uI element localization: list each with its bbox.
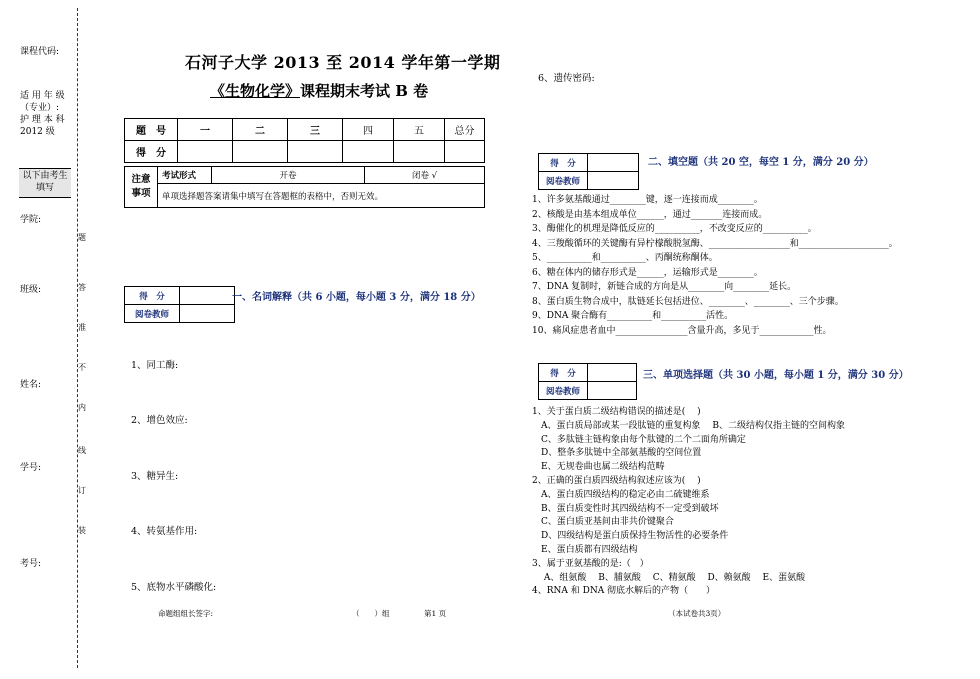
class-label: 班级: bbox=[20, 285, 42, 295]
section2-heading: 二、填空题（共 20 空，每空 1 分，满分 20 分） bbox=[648, 157, 874, 168]
grade-box-grader-label: 阅卷教师 bbox=[539, 172, 588, 190]
grade-box-score-label: 得 分 bbox=[539, 364, 588, 382]
fill-blank-q9: 9、DNA 聚合酶有__________和__________活性。 bbox=[532, 311, 734, 321]
choice-line: 1、关于蛋白质二级结构错误的描述是( ) bbox=[532, 407, 701, 417]
score-col-2: 二 bbox=[233, 119, 288, 141]
grade-box-cell bbox=[588, 172, 639, 190]
exam-form-closed: 闭卷 √ bbox=[365, 167, 485, 184]
score-row-label: 得 分 bbox=[125, 141, 178, 163]
seal-char-4: 不 bbox=[78, 363, 86, 372]
grade-box-cell bbox=[588, 364, 637, 382]
fill-blank-q7: 7、DNA 复制时，新链合成的方向是从________向________延长。 bbox=[532, 282, 797, 292]
fill-blank-q10: 10、痛风症患者血中________________含量升高，多见于____________性。 bbox=[532, 325, 832, 336]
student-id-label: 学号: bbox=[20, 463, 42, 473]
grade-box-cell bbox=[588, 382, 637, 400]
notes-label-line-1: 注意 bbox=[131, 174, 151, 185]
notes-instruction: 单项选择题答案请集中填写在答题框的表格中，否则无效。 bbox=[158, 184, 485, 208]
footer-page: 第1 页 bbox=[424, 609, 447, 618]
score-col-4: 四 bbox=[343, 119, 394, 141]
notes-table bbox=[124, 166, 485, 208]
college-label: 学院: bbox=[20, 215, 42, 225]
grade-line-1: 适 用 年 级 bbox=[20, 91, 65, 101]
section1-q4: 4、转氨基作用: bbox=[131, 526, 198, 537]
choice-line: A、蛋白质四级结构的稳定必由二硫键维系 bbox=[532, 489, 710, 500]
section1-heading: 一、名词解释（共 6 小题，每小题 3 分，满分 18 分） bbox=[232, 292, 481, 303]
footer-signer: 命题组组长签字: bbox=[158, 609, 214, 618]
fill-blank-q2: 2、核酸是由基本组成单位______，通过_______连接而成。 bbox=[532, 209, 768, 220]
section3-heading: 三、单项选择题（共 30 小题，每小题 1 分，满分 30 分） bbox=[643, 370, 909, 381]
choice-line: D、整条多肽链中全部氨基酸的空间位置 bbox=[532, 448, 702, 459]
score-cell bbox=[445, 141, 485, 163]
section1-grade-box bbox=[124, 286, 235, 323]
choice-line: 2、正确的蛋白质四级结构叙述应该为( ) bbox=[532, 475, 701, 486]
fill-blank-list bbox=[532, 193, 898, 338]
seal-char-1: 题 bbox=[78, 233, 86, 242]
seal-line bbox=[77, 8, 78, 668]
exam-subtitle-rest: 课程期末考试 B 卷 bbox=[300, 82, 429, 100]
student-fill-line-2: 填写 bbox=[35, 183, 54, 193]
section2-grade-box bbox=[538, 153, 639, 190]
score-cell bbox=[343, 141, 394, 163]
course-name: 《生物化学》 bbox=[210, 82, 301, 100]
name-label: 姓名: bbox=[20, 380, 42, 390]
score-col-3: 三 bbox=[288, 119, 343, 141]
seal-char-6: 线 bbox=[78, 446, 86, 455]
section3-grade-box bbox=[538, 363, 637, 400]
grade-box-grader-label: 阅卷教师 bbox=[539, 382, 588, 400]
section1-q1: 1、同工酶: bbox=[131, 360, 179, 371]
section1-q5: 5、底物水平磷酸化: bbox=[131, 582, 217, 593]
grade-line-2: （专业）: bbox=[20, 103, 60, 113]
grade-label bbox=[20, 90, 65, 138]
grade-box-cell bbox=[588, 154, 639, 172]
choice-line: A、蛋白质局部或某一段肽链的重复构象 B、二级结构仅指主链的空间构象 bbox=[532, 420, 845, 431]
score-cell bbox=[394, 141, 445, 163]
fill-blank-q4: 4、三羧酸循环的关键酶有异柠檬酸脱氢酶、__________________和____________________。 bbox=[532, 238, 898, 249]
section1-q2: 2、增色效应: bbox=[131, 415, 188, 426]
seal-char-7: 订 bbox=[78, 486, 86, 495]
choice-line: B、蛋白质变性时其四级结构不一定受到破坏 bbox=[532, 503, 719, 514]
score-cell bbox=[233, 141, 288, 163]
choice-line: C、蛋白质亚基间由非共价键聚合 bbox=[532, 517, 674, 528]
footer-total-pages: （本试卷共3页） bbox=[668, 609, 726, 618]
student-fill-box bbox=[19, 168, 71, 198]
grade-box-score-label: 得 分 bbox=[125, 287, 180, 305]
score-col-1: 一 bbox=[178, 119, 233, 141]
course-code-label: 课程代码: bbox=[20, 47, 60, 57]
seal-char-8: 装 bbox=[78, 526, 86, 535]
choice-line: 3、属于亚氨基酸的是:（ ） bbox=[532, 558, 649, 569]
fill-blank-q1: 1、许多氨基酸通过________键，逐一连接而成________。 bbox=[532, 195, 763, 205]
grade-box-score-label: 得 分 bbox=[539, 154, 588, 172]
score-col-total: 总分 bbox=[445, 119, 485, 141]
score-table bbox=[124, 118, 485, 163]
exam-subtitle bbox=[210, 80, 428, 101]
score-cell bbox=[178, 141, 233, 163]
score-cell bbox=[288, 141, 343, 163]
footer-group: （ ）组 bbox=[352, 609, 390, 618]
score-col-5: 五 bbox=[394, 119, 445, 141]
fill-blank-q5: 5、__________和__________、丙酮统称酮体。 bbox=[532, 253, 718, 263]
choice-line: E、无规卷曲也属二级结构范畴 bbox=[532, 462, 665, 473]
seal-char-2: 答 bbox=[78, 283, 86, 292]
grade-box-cell bbox=[180, 287, 235, 305]
seal-char-5: 内 bbox=[78, 403, 86, 412]
choice-line: A、组氨酸 B、脯氨酸 C、精氨酸 D、赖氨酸 E、蛋氨酸 bbox=[532, 572, 806, 583]
score-header-label: 题 号 bbox=[125, 119, 178, 141]
grade-line-4: 2012 级 bbox=[20, 127, 55, 137]
student-fill-line-1: 以下由考生 bbox=[22, 171, 68, 181]
fill-blank-q3: 3、酶催化的机理是降低反应的__________，不改变反应的__________。 bbox=[532, 224, 817, 234]
choice-line: C、多肽链主链构象由每个肽键的二个二面角所确定 bbox=[532, 434, 746, 445]
seal-char-3: 准 bbox=[78, 323, 86, 332]
choice-line: E、蛋白质都有四级结构 bbox=[532, 544, 638, 555]
choice-line: D、四级结构是蛋白质保持生物活性的必要条件 bbox=[532, 531, 729, 542]
grade-line-3: 护 理 本 科 bbox=[20, 115, 65, 125]
choice-line: 4、RNA 和 DNA 彻底水解后的产物（ ） bbox=[532, 586, 716, 597]
exam-form-label: 考试形式 bbox=[158, 167, 212, 184]
exam-title: 石河子大学 2013 至 2014 学年第一学期 bbox=[185, 53, 501, 72]
section1-q3: 3、糖异生: bbox=[131, 471, 179, 482]
exam-form-open: 开卷 bbox=[212, 167, 365, 184]
section1-q6: 6、遗传密码: bbox=[538, 73, 595, 84]
notes-label bbox=[125, 167, 158, 208]
grade-box-grader-label: 阅卷教师 bbox=[125, 305, 180, 323]
grade-box-cell bbox=[180, 305, 235, 323]
choice-question-list bbox=[532, 406, 845, 599]
exam-number-label: 考号: bbox=[20, 559, 42, 569]
fill-blank-q6: 6、糖在体内的储存形式是______，运输形式是________。 bbox=[532, 267, 763, 278]
notes-label-line-2: 事项 bbox=[131, 188, 151, 199]
fill-blank-q8: 8、蛋白质生物合成中，肽链延长包括进位、________、________、三个步骤。 bbox=[532, 296, 844, 307]
